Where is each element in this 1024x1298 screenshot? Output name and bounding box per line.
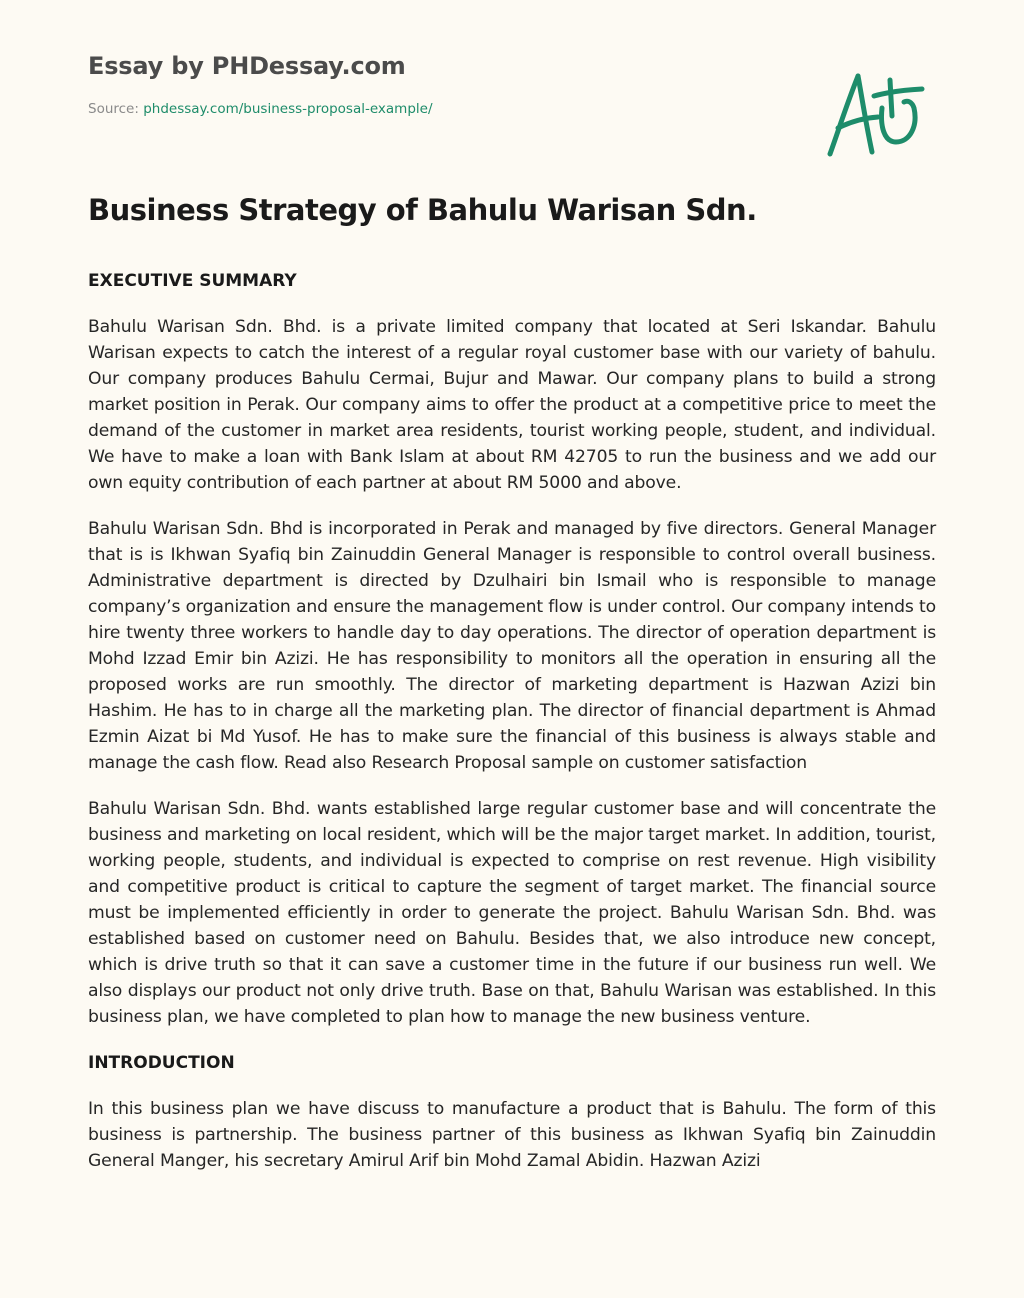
document-body <box>88 268 936 1194</box>
brand-title: Essay by PHDessay.com <box>88 52 406 80</box>
paragraph: Bahulu Warisan Sdn. Bhd. is a private limited company that located at Seri Iskandar. Bahulu Warisan expects to catch the interest of a regular royal customer base with our variety of bahulu. Our company produces Bahulu Cermai, Bujur and Mawar. Our company plans to build a strong market position in Perak. Our company aims to offer the product at a competitive price to meet the demand of the customer in market area residents, tourist working people, student, and individual. We have to make a loan with Bank Islam at about RM 42705 to run the business and we add our own equity contribution of each partner at about RM 5000 and above. <box>88 317 936 493</box>
bottom-fade <box>0 1258 1024 1298</box>
source-link[interactable]: phdessay.com/business-proposal-example/ <box>143 101 433 117</box>
paragraph: Bahulu Warisan Sdn. Bhd is incorporated in Perak and managed by five directors. General Manager that is is Ikhwan Syafiq bin Zainuddin General Manager is responsible to control overall business. Administrative department is directed by Dzulhairi bin Ismail who is responsible to manage company’s organization and ensure the management flow is under control. Our company intends to hire twenty three workers to handle day to day operations. The director of operation department is Mohd Izzad Emir bin Azizi. He has responsibility to monitors all the operation in ensuring all the proposed works are run smoothly. The director of marketing department is Hazwan Azizi bin Hashim. He has to in charge all the marketing plan. The director of financial department is Ahmad Ezmin Aizat bi Md Yusof. He has to make sure the financial of this business is always stable and manage the cash flow. Read also Research Proposal sample on customer satisfaction <box>88 519 936 773</box>
paragraph: In this business plan we have discuss to manufacture a product that is Bahulu. The form of this business is partnership. The business partner of this business as Ikhwan Syafiq bin Zainuddin General Manger, his secretary Amirul Arif bin Mohd Zamal Abidin. Hazwan Azizi <box>88 1099 936 1171</box>
page-header <box>88 50 433 119</box>
section-heading-introduction: INTRODUCTION <box>88 1053 235 1073</box>
document-title: Business Strategy of Bahulu Warisan Sdn. <box>88 193 757 227</box>
section-heading-executive-summary: EXECUTIVE SUMMARY <box>88 271 297 291</box>
a-plus-logo-icon <box>822 62 930 162</box>
paragraph: Bahulu Warisan Sdn. Bhd. wants established large regular customer base and will concentrate the business and marketing on local resident, which will be the major target market. In addition, tourist, working people, students, and individual is expected to comprise on rest revenue. High visibility and competitive product is critical to capture the segment of target market. The financial source must be implemented efficiently in order to generate the project. Bahulu Warisan Sdn. Bhd. was established based on customer need on Bahulu. Besides that, we also introduce new concept, which is drive truth so that it can save a customer time in the future if our business run well. We also displays our product not only drive truth. Base on that, Bahulu Warisan was established. In this business plan, we have completed to plan how to manage the new business venture. <box>88 799 936 1027</box>
source-line <box>88 99 433 119</box>
source-label: Source: <box>88 101 139 117</box>
